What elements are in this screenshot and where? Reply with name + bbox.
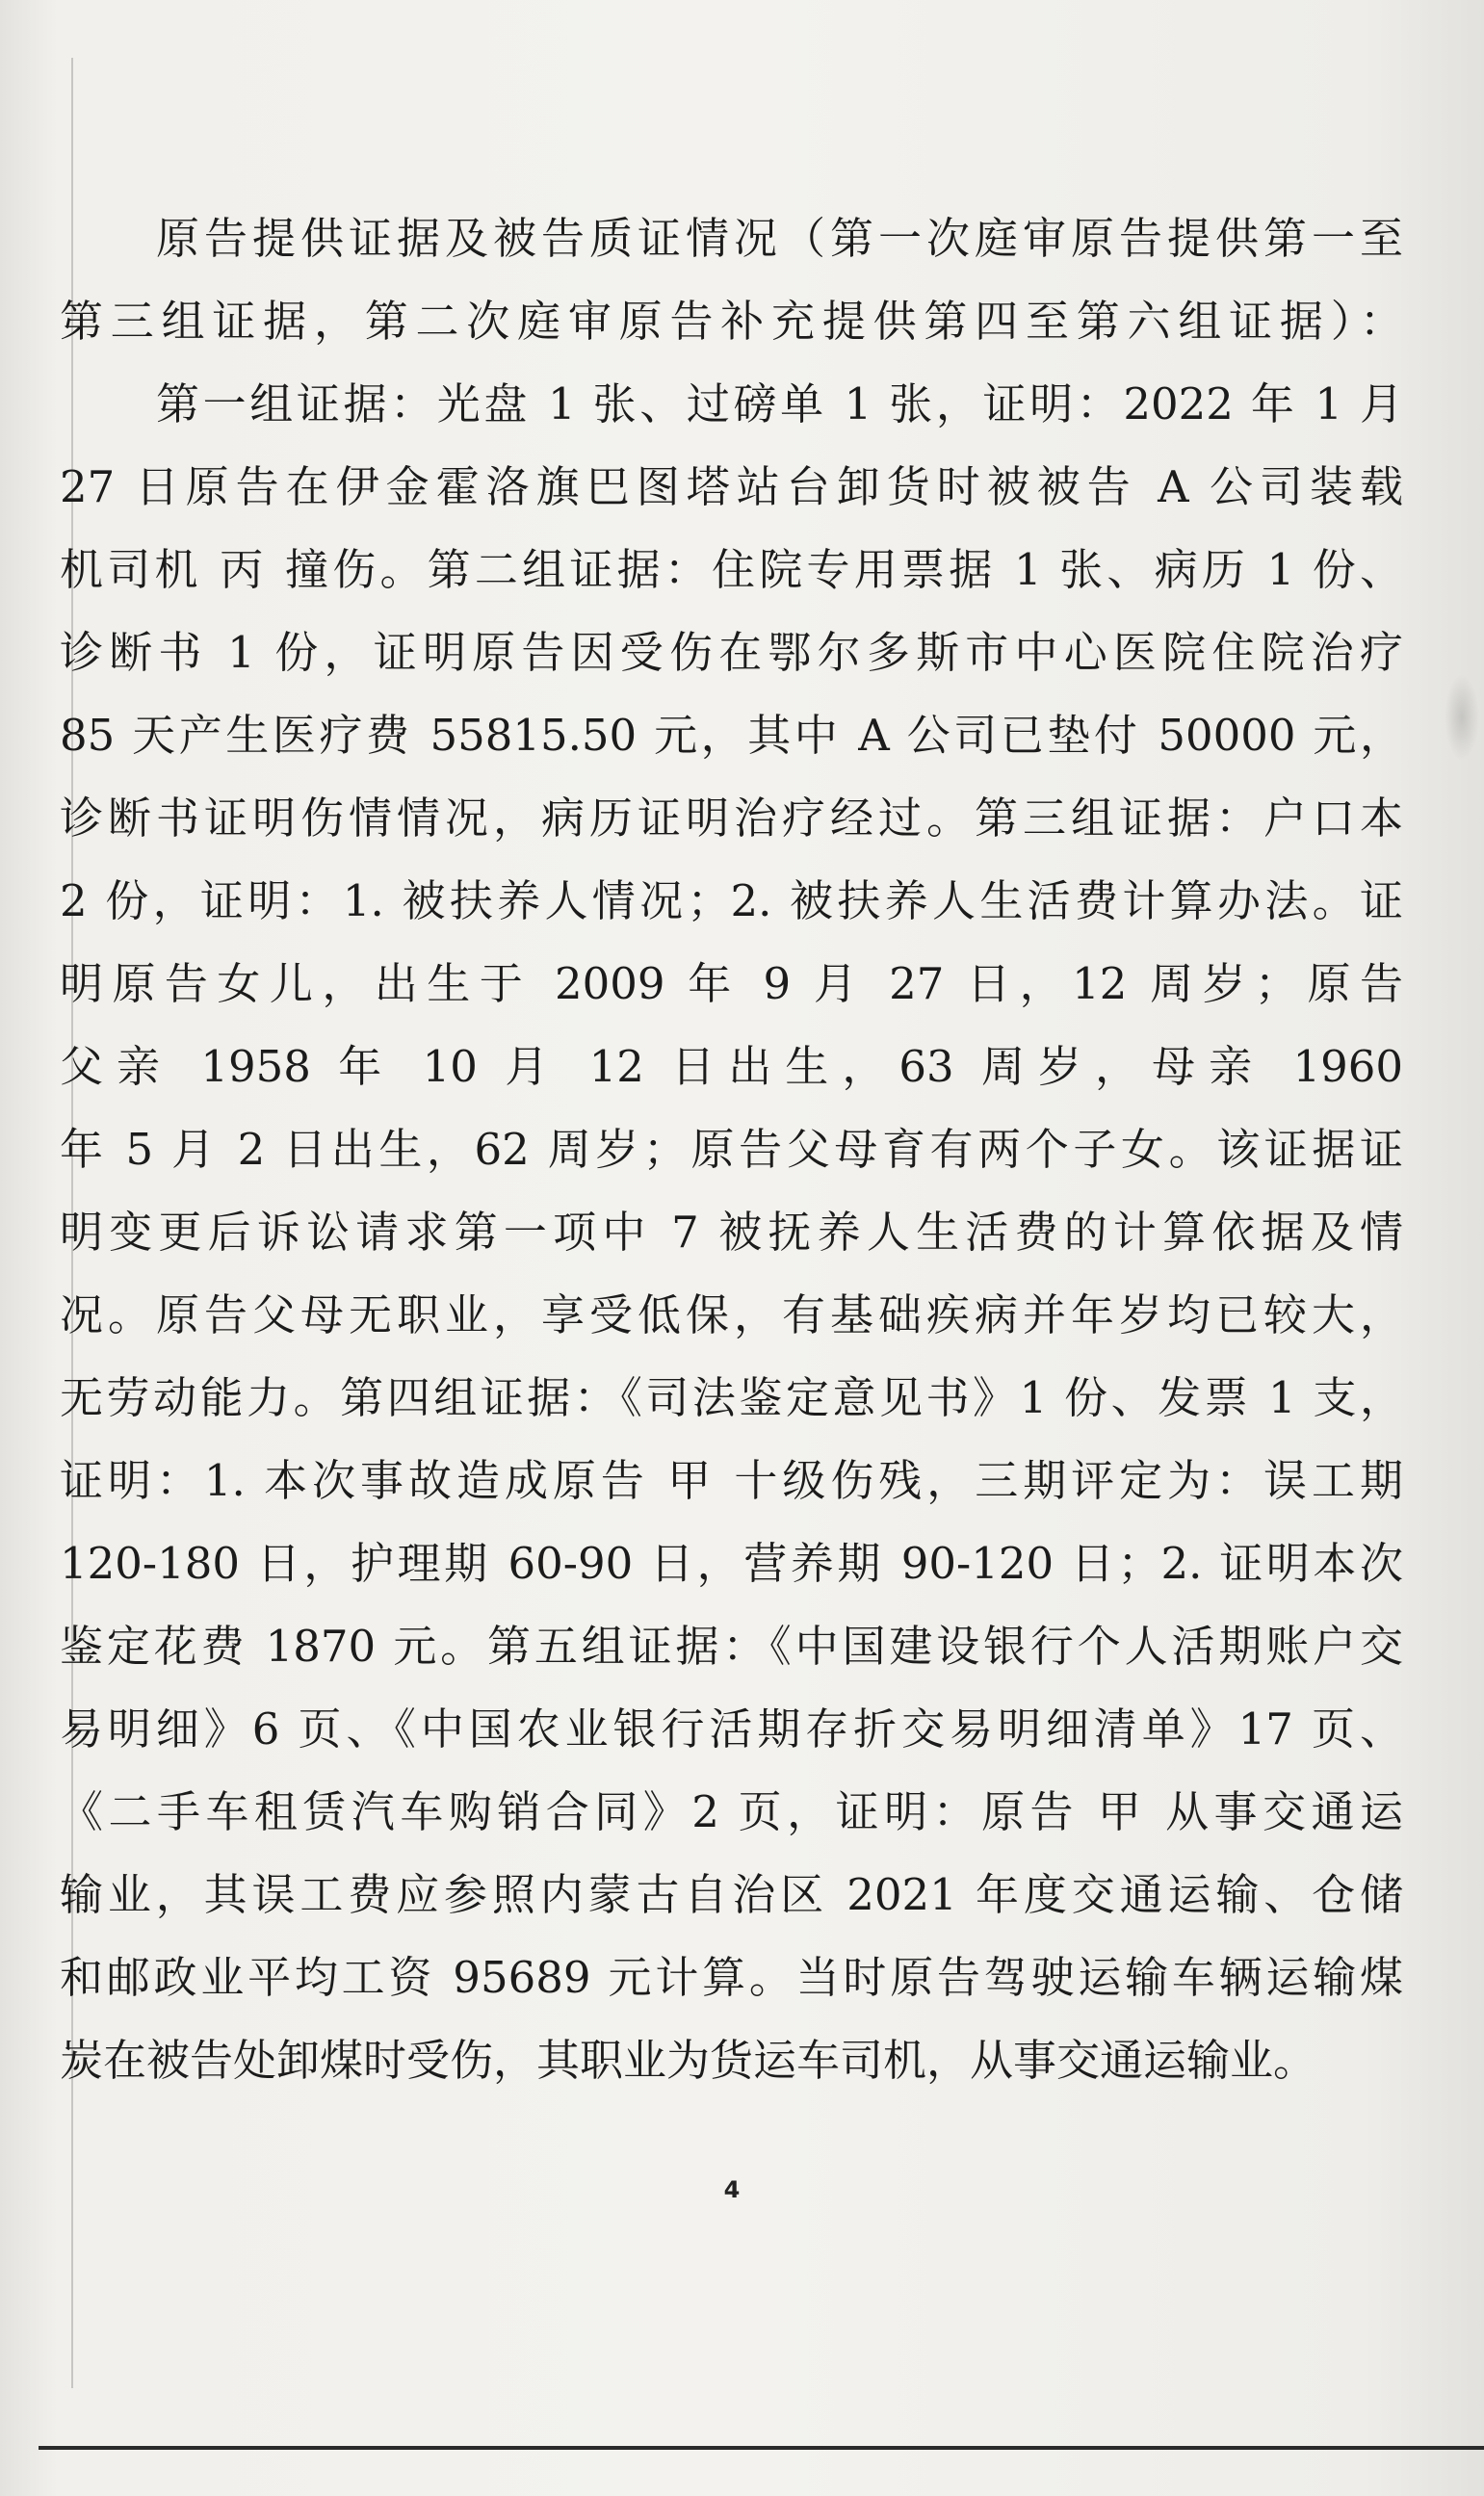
text-line: 明变更后诉讼请求第一项中 7 被抚养人生活费的计算依据及情 — [60, 1207, 1403, 1258]
text-line: 120-180 日，护理期 60-90 日，营养期 90-120 日；2. 证明本次 — [60, 1538, 1403, 1589]
text-line: 《二手车租赁汽车购销合同》2 页，证明：原告 甲 从事交通运 — [60, 1786, 1403, 1837]
text-line: 况。原告父母无职业，享受低保，有基础疾病并年岁均已较大， — [60, 1289, 1403, 1340]
text-line: 机司机 丙 撞伤。第二组证据：住院专用票据 1 张、病历 1 份、 — [60, 544, 1403, 595]
page-number: 4 — [723, 2176, 741, 2203]
scan-speck — [1445, 674, 1479, 761]
text-line: 证明：1. 本次事故造成原告 甲 十级伤残，三期评定为：误工期 — [60, 1455, 1403, 1506]
text-line: 27 日原告在伊金霍洛旗巴图塔站台卸货时被被告 A 公司装载 — [60, 461, 1403, 512]
text-line: 第一组证据：光盘 1 张、过磅单 1 张，证明：2022 年 1 月 — [156, 378, 1403, 429]
document-body — [60, 197, 1403, 2102]
text-line: 第三组证据，第二次庭审原告补充提供第四至第六组证据）： — [60, 296, 1403, 347]
text-line: 易明细》6 页、《中国农业银行活期存折交易明细清单》17 页、 — [60, 1703, 1403, 1755]
text-line: 诊断书证明伤情情况，病历证明治疗经过。第三组证据：户口本 — [60, 793, 1403, 844]
text-line: 炭在被告处卸煤时受伤，其职业为货运车司机，从事交通运输业。 — [60, 2035, 1317, 2086]
text-line: 鉴定花费 1870 元。第五组证据：《中国建设银行个人活期账户交 — [60, 1621, 1403, 1672]
text-line: 明原告女儿，出生于 2009 年 9 月 27 日，12 周岁；原告 — [60, 958, 1403, 1009]
text-line: 2 份，证明：1. 被扶养人情况；2. 被扶养人生活费计算办法。证 — [60, 875, 1403, 926]
bottom-rule — [39, 2446, 1484, 2450]
text-line: 输业，其误工费应参照内蒙古自治区 2021 年度交通运输、仓储 — [60, 1869, 1403, 1920]
text-line: 无劳动能力。第四组证据：《司法鉴定意见书》1 份、发票 1 支， — [60, 1372, 1403, 1423]
text-line: 诊断书 1 份，证明原告因受伤在鄂尔多斯市中心医院住院治疗 — [60, 627, 1403, 678]
text-line: 原告提供证据及被告质证情况（第一次庭审原告提供第一至 — [156, 213, 1403, 264]
text-line: 85 天产生医疗费 55815.50 元，其中 A 公司已垫付 50000 元， — [60, 710, 1403, 761]
text-line: 父亲 1958 年 10 月 12 日出生，63 周岁，母亲 1960 — [60, 1041, 1403, 1092]
text-line: 年 5 月 2 日出生，62 周岁；原告父母育有两个子女。该证据证 — [60, 1124, 1403, 1175]
text-line: 和邮政业平均工资 95689 元计算。当时原告驾驶运输车辆运输煤 — [60, 1952, 1403, 2003]
